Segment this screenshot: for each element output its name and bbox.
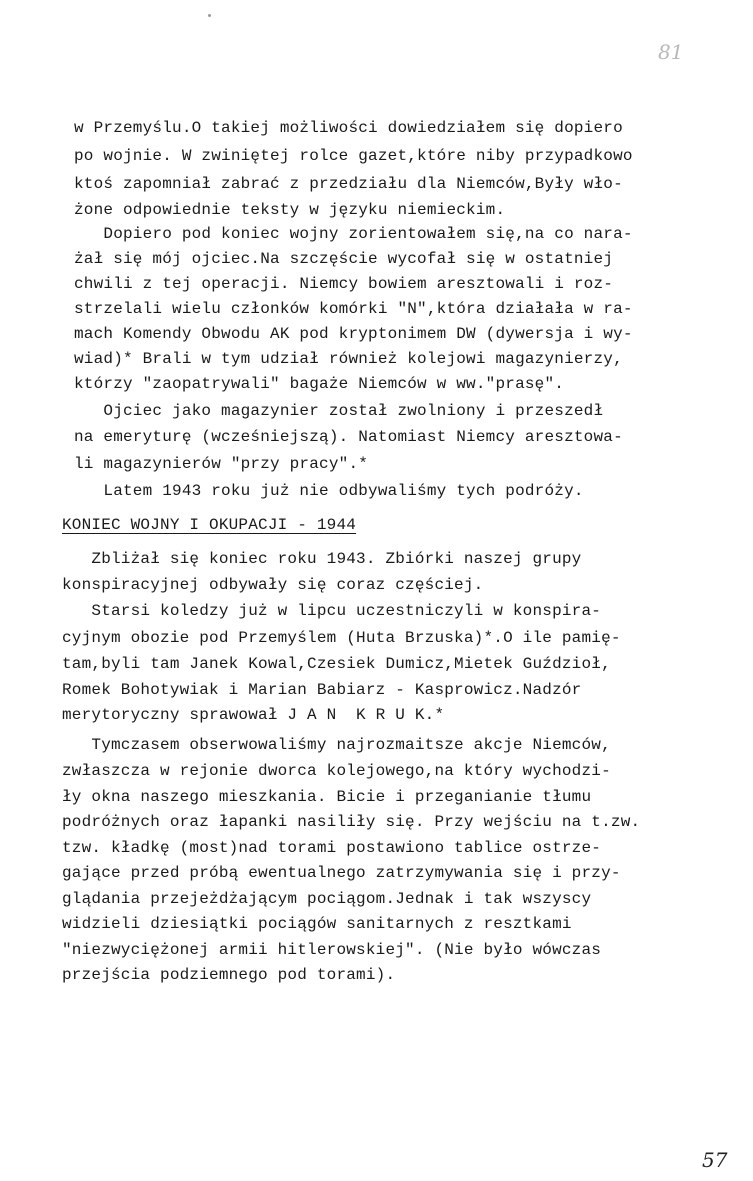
text-line: Starsi koledzy już w lipcu uczestniczyli w konspira- bbox=[62, 602, 602, 620]
text-line: na emeryturę (wcześniejszą). Natomiast Niemcy aresztowa- bbox=[74, 428, 623, 446]
text-line: gające przed próbą ewentualnego zatrzymywania się i przy- bbox=[62, 864, 621, 882]
text-line: przejścia podziemnego pod torami). bbox=[62, 966, 396, 984]
text-line: podróżnych oraz łapanki nasiliły się. Przy wejściu na t.zw. bbox=[62, 813, 641, 831]
text-line: glądania przejeżdżającym pociągom.Jednak i tak wszyscy bbox=[62, 890, 592, 908]
text-line: cyjnym obozie pod Przemyślem (Huta Brzuska)*.O ile pamię- bbox=[62, 629, 621, 647]
archive-number: 81 bbox=[658, 40, 684, 64]
text-line: Romek Bohotywiak i Marian Babiarz - Kasprowicz.Nadzór bbox=[62, 681, 582, 699]
text-line: którzy "zaopatrywali" bagaże Niemców w ww."prasę". bbox=[74, 375, 565, 393]
text-line: żone odpowiednie teksty w języku niemieckim. bbox=[74, 201, 506, 219]
text-line: tam,byli tam Janek Kowal,Czesiek Dumicz,Mietek Guździoł, bbox=[62, 655, 611, 673]
text-line: zwłaszcza w rejonie dworca kolejowego,na który wychodzi- bbox=[62, 762, 611, 780]
text-line: wiad)* Brali w tym udział również kolejowi magazynierzy, bbox=[74, 350, 623, 368]
text-line: żał się mój ojciec.Na szczęście wycofał się w ostatniej bbox=[74, 250, 614, 268]
paper-speck bbox=[208, 14, 211, 17]
text-line: Tymczasem obserwowaliśmy najrozmaitsze akcje Niemców, bbox=[62, 736, 611, 754]
text-line: konspiracyjnej odbywały się coraz częściej. bbox=[62, 576, 484, 594]
page-number: 57 bbox=[702, 1148, 728, 1172]
text-line: merytoryczny sprawował J A N K R U K.* bbox=[62, 706, 445, 724]
text-line: chwili z tej operacji. Niemcy bowiem aresztowali i roz- bbox=[74, 275, 614, 293]
text-line: strzelali wielu członków komórki "N",która działała w ra- bbox=[74, 300, 633, 318]
text-line: Zbliżał się koniec roku 1943. Zbiórki naszej grupy bbox=[62, 550, 582, 568]
text-line: Latem 1943 roku już nie odbywaliśmy tych podróży. bbox=[74, 482, 584, 500]
text-line: po wojnie. W zwiniętej rolce gazet,które niby przypadkowo bbox=[74, 147, 633, 165]
text-line: ktoś zapomniał zabrać z przedziału dla Niemców,Były wło- bbox=[74, 175, 623, 193]
text-line: w Przemyślu.O takiej możliwości dowiedziałem się dopiero bbox=[74, 119, 623, 137]
text-line: Ojciec jako magazynier został zwolniony i przeszedł bbox=[74, 402, 604, 420]
text-line: mach Komendy Obwodu AK pod kryptonimem DW (dywersja i wy- bbox=[74, 325, 633, 343]
text-line: widzieli dziesiątki pociągów sanitarnych z resztkami bbox=[62, 915, 572, 933]
section-heading: KONIEC WOJNY I OKUPACJI - 1944 bbox=[62, 516, 357, 534]
text-line: tzw. kładkę (most)nad torami postawiono tablice ostrze- bbox=[62, 839, 602, 857]
text-line: ły okna naszego mieszkania. Bicie i przeganianie tłumu bbox=[62, 788, 592, 806]
text-line: Dopiero pod koniec wojny zorientowałem się,na co nara- bbox=[74, 225, 633, 243]
text-line: "niezwyciężonej armii hitlerowskiej". (Nie było wówczas bbox=[62, 941, 602, 959]
text-line: li magazynierów "przy pracy".* bbox=[74, 455, 369, 473]
